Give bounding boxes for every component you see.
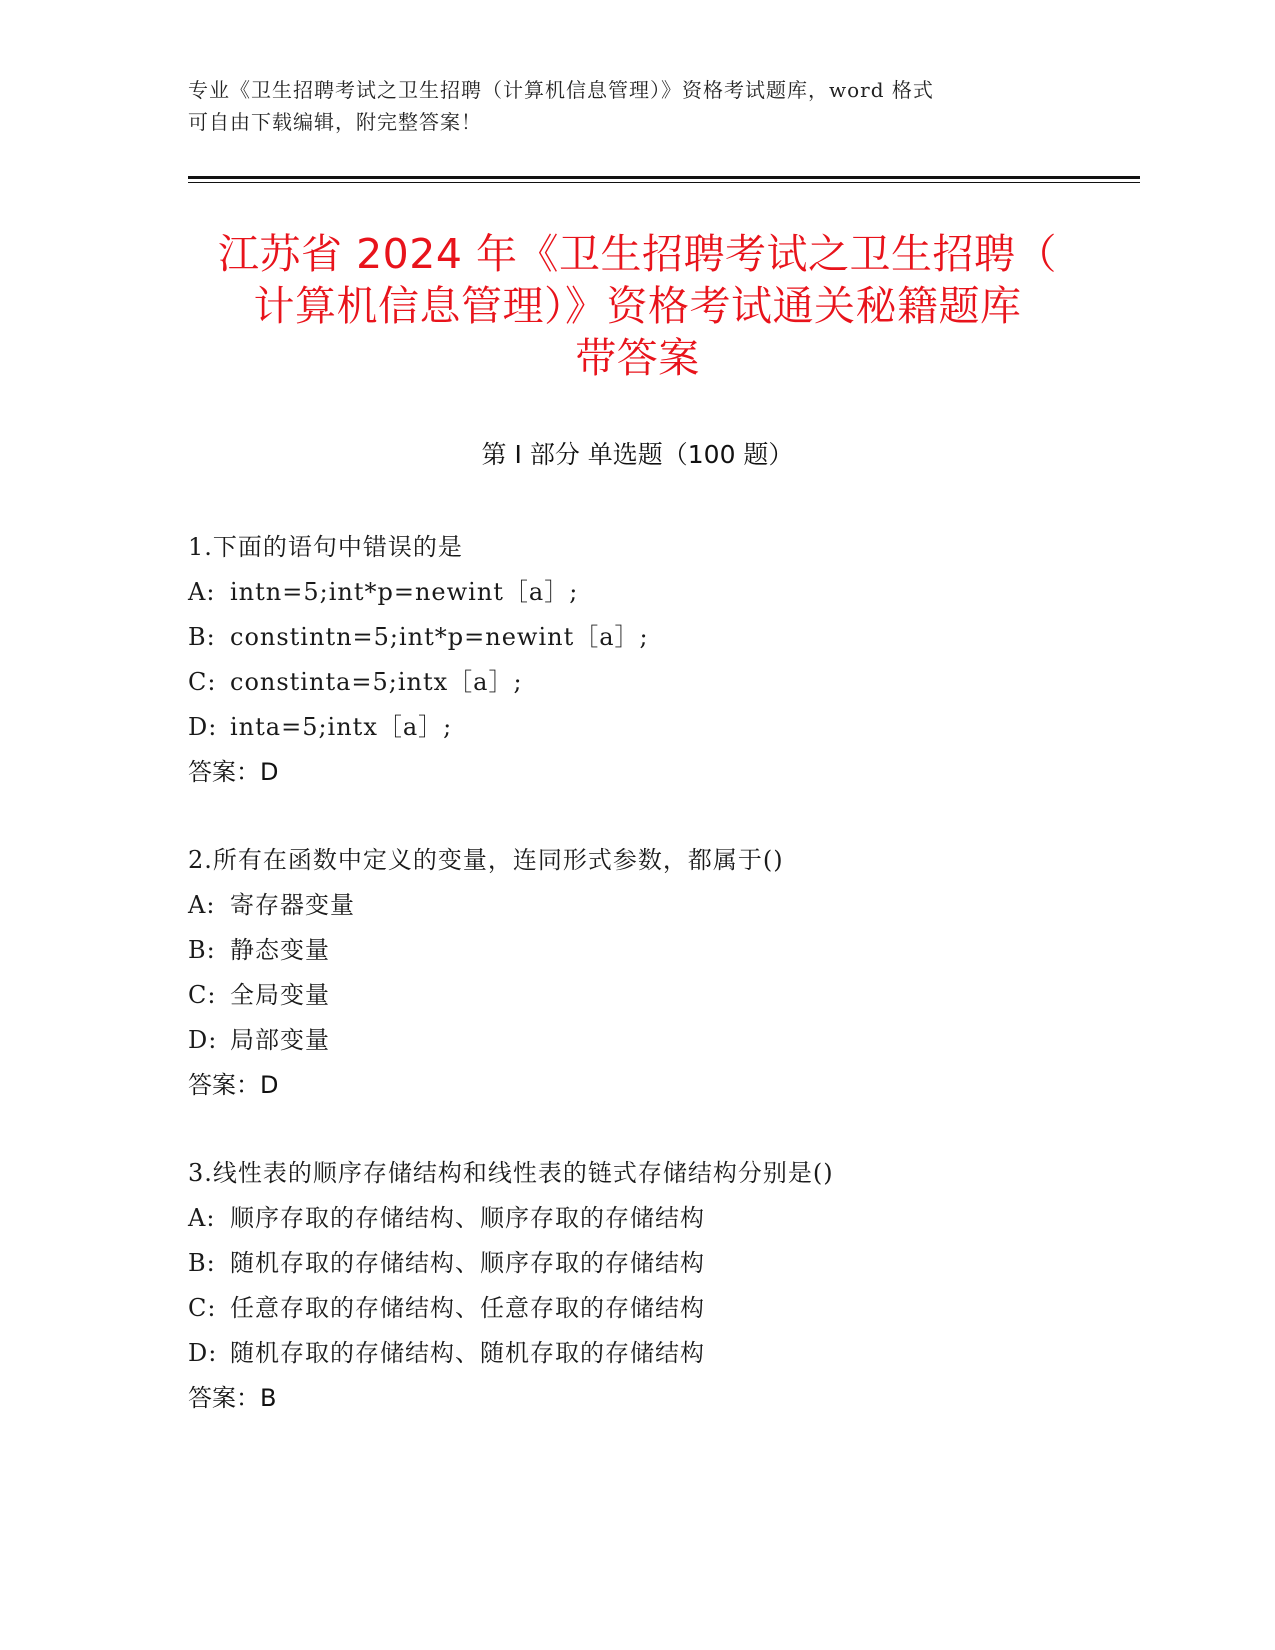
option-letter: A: [188,1204,216,1232]
option-text: 全局变量 [230,981,330,1009]
option-letter: B: [188,936,216,964]
option-a [188,570,1108,615]
option-letter: A: [188,891,216,919]
option-letter: C: [188,981,217,1009]
option-d [188,705,1108,750]
option-c [188,660,1108,705]
option-text: constinta=5;intx［a］; [230,668,523,696]
option-c [188,1286,1108,1331]
option-d [188,1331,1108,1376]
option-text: constintn=5;int*p=newint［a］; [230,623,649,651]
option-text: 顺序存取的存储结构、顺序存取的存储结构 [230,1204,705,1232]
option-letter: B: [188,623,216,651]
option-text: 局部变量 [230,1026,330,1054]
document-title-line-3: 带答案 [575,334,700,382]
option-text: 任意存取的存储结构、任意存取的存储结构 [230,1294,705,1322]
option-b [188,928,1108,973]
option-text: 静态变量 [230,936,330,964]
option-text: 随机存取的存储结构、顺序存取的存储结构 [230,1249,705,1277]
question-2 [188,838,1108,1108]
option-text: 随机存取的存储结构、随机存取的存储结构 [230,1339,705,1367]
document-title-line-1: 江苏省 2024 年《卫生招聘考试之卫生招聘（ [218,230,1057,278]
header-divider-thick [188,176,1140,179]
option-letter: D: [188,1026,218,1054]
option-b [188,1241,1108,1286]
question-3 [188,1151,1108,1421]
option-b [188,615,1108,660]
option-text: 寄存器变量 [230,891,355,919]
option-text: intn=5;int*p=newint［a］; [230,578,579,606]
document-title-line-2: 计算机信息管理）》资格考试通关秘籍题库 [253,282,1022,330]
question-stem: 3.线性表的顺序存储结构和线性表的链式存储结构分别是() [188,1159,834,1187]
option-letter: C: [188,668,217,696]
question-list [188,525,1108,1464]
answer: 答案：D [188,1071,279,1099]
header-note [188,74,1088,138]
question-1 [188,525,1108,795]
header-note-line-1: 专业《卫生招聘考试之卫生招聘（计算机信息管理）》资格考试题库，word 格式 [188,78,934,102]
option-text: inta=5;intx［a］; [230,713,453,741]
option-letter: D: [188,1339,218,1367]
header-note-line-2: 可自由下载编辑，附完整答案！ [188,110,482,134]
section-title: 第 I 部分 单选题（100 题） [481,440,794,469]
option-d [188,1018,1108,1063]
option-letter: A: [188,578,216,606]
option-c [188,973,1108,1018]
document-title [160,228,1115,384]
option-letter: C: [188,1294,217,1322]
answer: 答案：D [188,758,279,786]
option-letter: B: [188,1249,216,1277]
option-a [188,883,1108,928]
question-stem: 2.所有在函数中定义的变量，连同形式参数，都属于() [188,846,784,874]
option-letter: D: [188,713,218,741]
header-divider-thin [188,182,1140,183]
option-a [188,1196,1108,1241]
answer: 答案：B [188,1384,277,1412]
question-stem: 1.下面的语句中错误的是 [188,533,463,561]
